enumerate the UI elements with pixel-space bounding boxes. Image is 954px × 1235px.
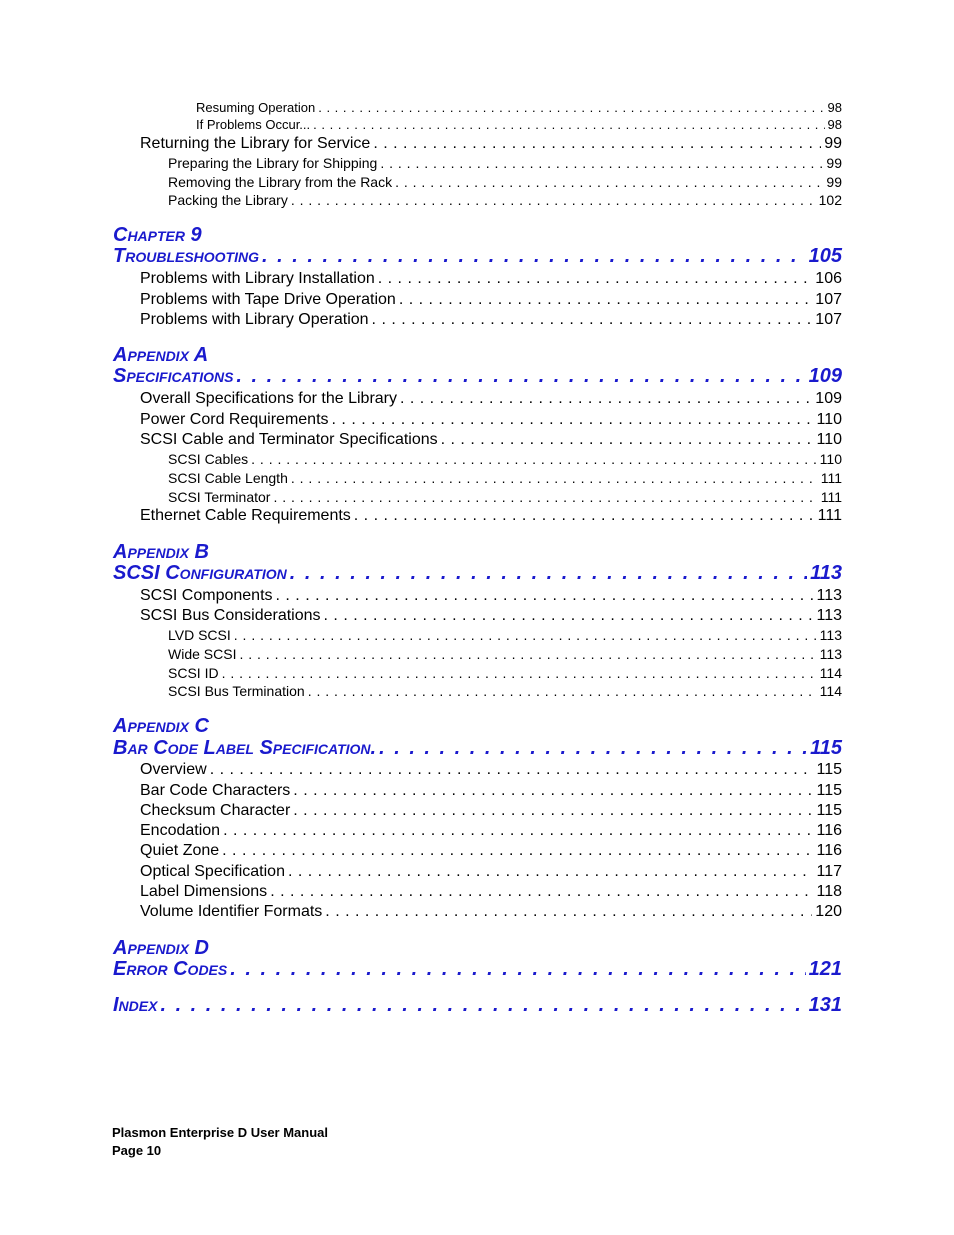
chapter-label: Appendix D (113, 937, 209, 959)
leader-dots (372, 311, 813, 329)
leader-dots (222, 842, 813, 860)
toc-entry-title: SCSI Cable and Terminator Specifications (140, 431, 438, 448)
toc-entry[interactable] (168, 192, 842, 208)
toc-entry-title: SCSI ID (168, 665, 219, 681)
toc-entry-page: 110 (816, 431, 842, 448)
chapter-entry[interactable] (113, 562, 842, 585)
leader-dots (400, 390, 812, 408)
chapter-entry[interactable] (113, 245, 842, 268)
toc-entry-page: 107 (815, 311, 842, 328)
toc-entry-title: If Problems Occur... (196, 117, 311, 132)
toc-entry[interactable] (168, 489, 842, 505)
toc-entry-page: 98 (827, 100, 842, 115)
toc-entry-page: 98 (827, 117, 842, 132)
toc-entry[interactable] (140, 802, 842, 820)
chapter-page: 115 (810, 737, 842, 759)
leader-dots (222, 665, 817, 681)
toc-entry-title: Encodation (140, 822, 221, 839)
toc-entry-title: SCSI Bus Termination (168, 683, 305, 699)
toc-entry-page: 115 (816, 761, 842, 778)
toc-entry[interactable] (140, 863, 842, 881)
toc-entry-title: Volume Identifier Formats (140, 903, 323, 920)
toc-entry-title: Overall Specifications for the Library (140, 390, 397, 407)
toc-entry[interactable] (168, 174, 842, 190)
toc-entry[interactable] (140, 842, 842, 860)
toc-entry-page: 111 (820, 470, 842, 486)
chapter-title: Troubleshooting (113, 245, 259, 267)
toc-entry[interactable] (140, 883, 842, 901)
toc-entry[interactable] (140, 587, 842, 605)
leader-dots (324, 607, 814, 625)
chapter-title: Error Codes (113, 958, 228, 980)
leader-dots (270, 883, 813, 901)
leader-dots (234, 627, 817, 643)
toc-entry[interactable] (140, 507, 842, 525)
toc-entry-page: 118 (816, 883, 842, 900)
leader-dots (251, 451, 817, 467)
toc-entry-title: Wide SCSI (168, 646, 237, 662)
toc-entry-title: Label Dimensions (140, 883, 268, 900)
toc-entry-title: SCSI Cables (168, 451, 249, 467)
footer-manual-title: Plasmon Enterprise D User Manual (112, 1125, 329, 1140)
toc-entry[interactable] (168, 451, 842, 467)
leader-dots (288, 863, 814, 881)
chapter-label: Appendix B (113, 541, 209, 563)
toc-entry-page: 111 (820, 489, 842, 505)
toc-entry-page: 107 (815, 291, 842, 308)
leader-dots (318, 100, 824, 115)
toc-entry-title: Checksum Character (140, 802, 291, 819)
toc-entry-title: SCSI Bus Considerations (140, 607, 321, 624)
toc-entry-page: 114 (819, 665, 842, 681)
toc-entry-title: Resuming Operation (196, 100, 316, 115)
toc-entry[interactable] (168, 683, 842, 699)
toc-entry-page: 106 (815, 270, 842, 287)
toc-entry[interactable] (140, 390, 842, 408)
toc-entry[interactable] (140, 291, 842, 309)
toc-entry-title: SCSI Components (140, 587, 273, 604)
leader-dots (262, 245, 806, 268)
toc-entry-page: 116 (816, 842, 842, 859)
toc-entry-title: Quiet Zone (140, 842, 220, 859)
leader-dots (380, 155, 823, 171)
leader-dots (332, 411, 814, 429)
toc-entry-page: 110 (816, 411, 842, 428)
toc-entry-title: Bar Code Characters (140, 782, 291, 799)
leader-dots (230, 958, 805, 981)
toc-entry-title: Optical Specification (140, 863, 285, 880)
leader-dots (293, 782, 813, 800)
leader-dots (290, 562, 807, 585)
toc-entry-title: Power Cord Requirements (140, 411, 329, 428)
toc-entry[interactable] (196, 117, 842, 132)
leader-dots (325, 903, 812, 921)
leader-dots (308, 683, 817, 699)
leader-dots (373, 135, 821, 153)
toc-entry-page: 99 (824, 135, 842, 152)
toc-entry-page: 115 (816, 782, 842, 799)
toc-entry[interactable] (168, 646, 842, 662)
toc-entry-title: Ethernet Cable Requirements (140, 507, 351, 524)
toc-entry-page: 110 (819, 451, 842, 467)
chapter-page: 131 (808, 994, 842, 1016)
toc-entry[interactable] (140, 135, 842, 153)
toc-entry[interactable] (168, 627, 842, 643)
toc-entry-page: 115 (816, 802, 842, 819)
leader-dots (379, 737, 807, 760)
chapter-title: Index (113, 994, 158, 1016)
chapter-entry[interactable] (113, 737, 842, 760)
toc-entry[interactable] (140, 270, 842, 288)
toc-entry-page: 113 (819, 627, 842, 643)
chapter-title: Specifications (113, 365, 234, 387)
toc-entry-page: 113 (816, 587, 842, 604)
toc-entry-page: 117 (816, 863, 842, 880)
leader-dots (291, 192, 816, 208)
toc-entry[interactable] (168, 470, 842, 486)
toc-entry[interactable] (140, 431, 842, 449)
toc-entry-title: SCSI Terminator (168, 489, 271, 505)
leader-dots (313, 117, 824, 132)
toc-entry-page: 113 (819, 646, 842, 662)
toc-entry-title: Problems with Library Operation (140, 311, 369, 328)
toc-entry[interactable] (168, 155, 842, 171)
toc-entry[interactable] (140, 822, 842, 840)
toc-entry-page: 111 (817, 507, 842, 524)
chapter-title: SCSI Configuration (113, 562, 287, 584)
toc-entry-page: 99 (826, 155, 842, 171)
leader-dots (354, 507, 815, 525)
toc-entry-page: 116 (816, 822, 842, 839)
chapter-page: 113 (810, 562, 842, 584)
toc-entry-title: Preparing the Library for Shipping (168, 155, 378, 171)
toc-entry-title: Packing the Library (168, 192, 288, 208)
toc-entry-page: 113 (816, 607, 842, 624)
toc-entry[interactable] (140, 903, 842, 921)
chapter-page: 105 (808, 245, 842, 267)
toc-entry[interactable] (168, 665, 842, 681)
toc-entry-page: 120 (815, 903, 842, 920)
chapter-entry[interactable] (113, 958, 842, 981)
chapter-entry[interactable] (113, 994, 842, 1017)
toc-entry-title: SCSI Cable Length (168, 470, 288, 486)
leader-dots (210, 761, 814, 779)
toc-entry-title: Removing the Library from the Rack (168, 174, 393, 190)
leader-dots (223, 822, 813, 840)
toc-entry[interactable] (140, 607, 842, 625)
toc-entry-title: Problems with Tape Drive Operation (140, 291, 396, 308)
footer-page-number: Page 10 (112, 1143, 162, 1158)
toc-entry[interactable] (140, 411, 842, 429)
chapter-label: Chapter 9 (113, 224, 202, 246)
toc-entry[interactable] (196, 100, 842, 115)
chapter-title: Bar Code Label Specification. (113, 737, 377, 759)
toc-entry-page: 99 (826, 174, 842, 190)
leader-dots (399, 291, 812, 309)
toc-entry[interactable] (140, 782, 842, 800)
toc-entry-title: LVD SCSI (168, 627, 231, 643)
toc-entry-page: 114 (819, 683, 842, 699)
leader-dots (378, 270, 813, 288)
chapter-page: 121 (808, 958, 842, 980)
toc-entry-page: 102 (818, 192, 842, 208)
chapter-page: 109 (808, 365, 842, 387)
leader-dots (236, 365, 805, 388)
toc-entry-title: Problems with Library Installation (140, 270, 375, 287)
leader-dots (273, 489, 817, 505)
chapter-entry[interactable] (113, 365, 842, 388)
toc-entry-title: Overview (140, 761, 207, 778)
leader-dots (293, 802, 813, 820)
chapter-label: Appendix C (113, 715, 209, 737)
leader-dots (160, 994, 805, 1017)
leader-dots (395, 174, 823, 190)
leader-dots (291, 470, 818, 486)
toc-entry-title: Returning the Library for Service (140, 135, 371, 152)
chapter-label: Appendix A (113, 344, 209, 366)
leader-dots (239, 646, 816, 662)
leader-dots (441, 431, 814, 449)
toc-entry-page: 109 (815, 390, 842, 407)
toc-entry[interactable] (140, 761, 842, 779)
toc-entry[interactable] (140, 311, 842, 329)
leader-dots (276, 587, 814, 605)
